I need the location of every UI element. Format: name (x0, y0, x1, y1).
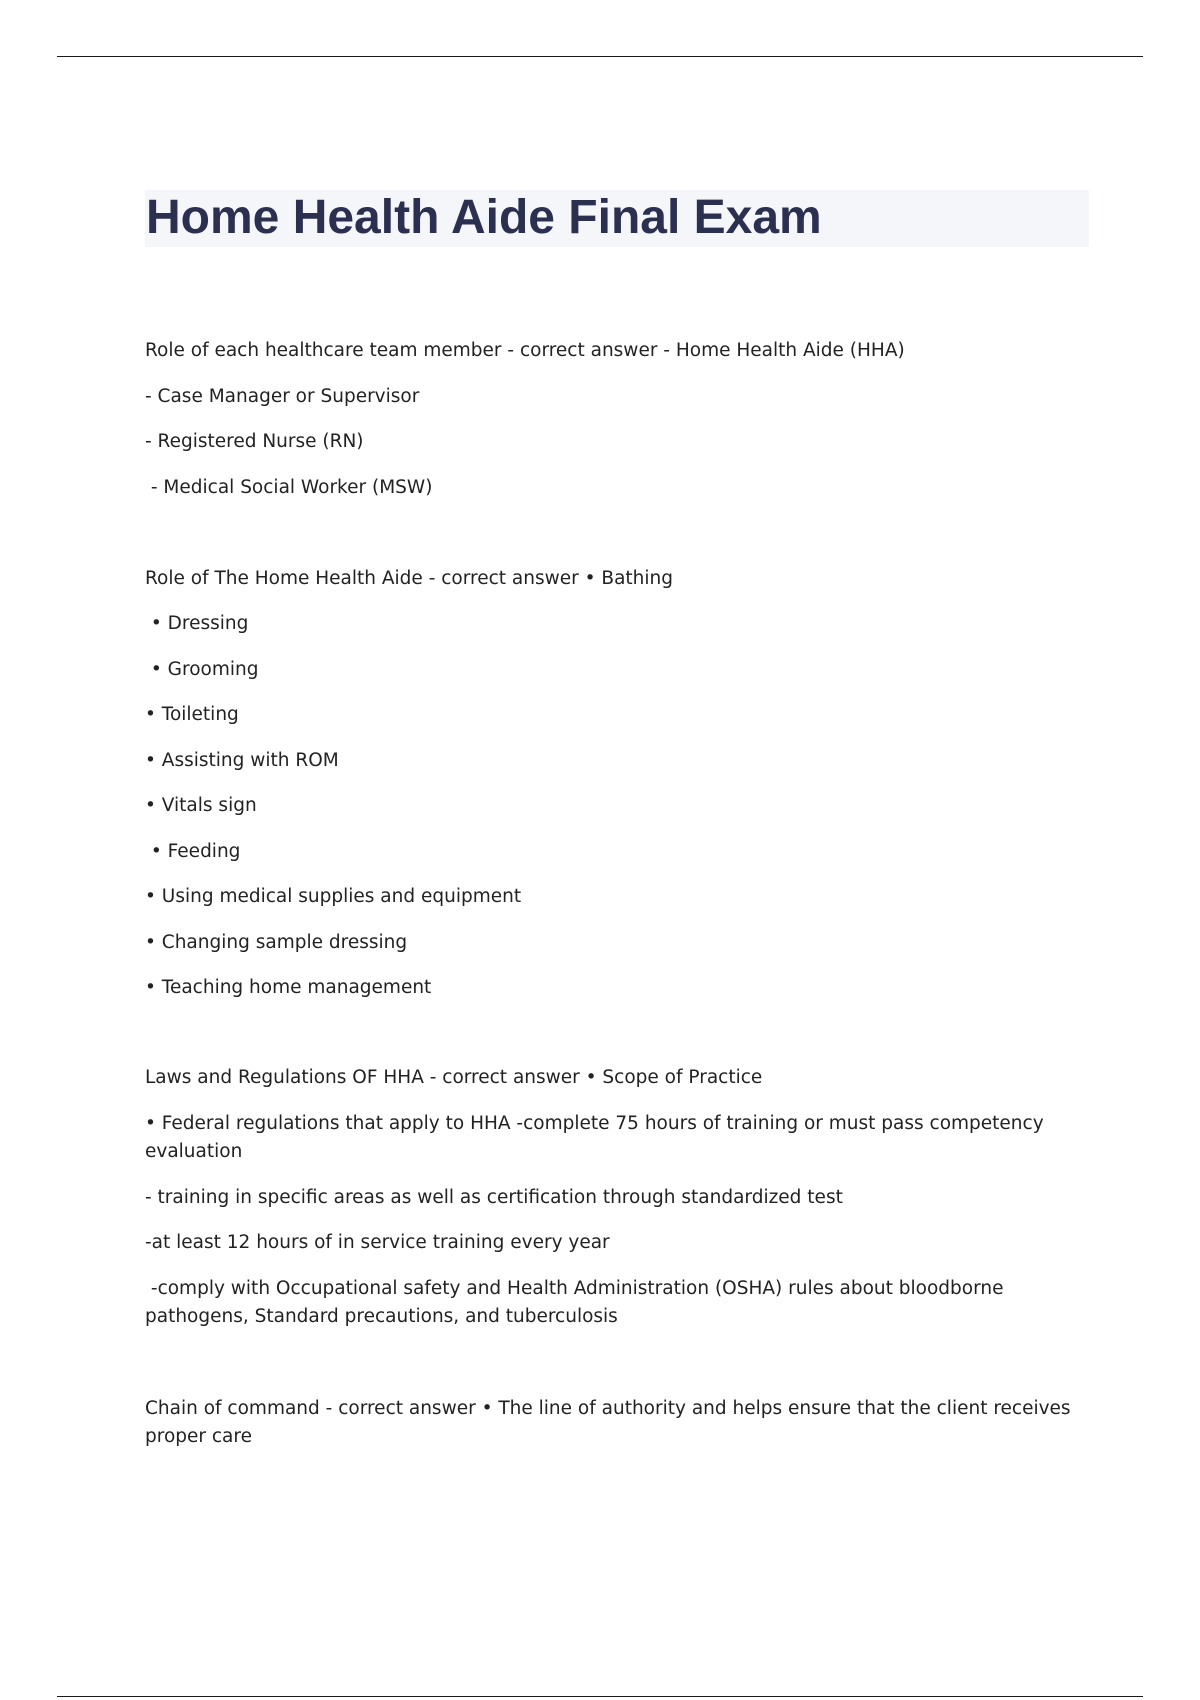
answer-line: - Medical Social Worker (MSW) (145, 477, 433, 498)
answer-line: • Using medical supplies and equipment (145, 886, 522, 907)
answer-line: -comply with Occupational safety and Health Administration (OSHA) rules about bloodborne pathogens, Standard precautions, and tuberculosis (145, 1278, 1010, 1327)
answer-line: • Feeding (145, 841, 241, 862)
page-top-rule (57, 56, 1143, 57)
answer-line: • Toileting (145, 704, 239, 725)
answer-line: - Case Manager or Supervisor (145, 386, 420, 407)
answer-line: • Teaching home management (145, 977, 432, 998)
question-line: Chain of command - correct answer • The line of authority and helps ensure that the client receives proper care (145, 1398, 1077, 1447)
answer-line: • Vitals sign (145, 795, 257, 816)
answer-line: • Changing sample dressing (145, 932, 408, 953)
question-line: Laws and Regulations OF HHA - correct answer • Scope of Practice (145, 1067, 763, 1088)
page-bottom-rule (57, 1696, 1143, 1697)
page-title: Home Health Aide Final Exam (146, 191, 822, 244)
answer-line: • Federal regulations that apply to HHA -complete 75 hours of training or must pass competency evaluation (145, 1113, 1050, 1162)
answer-line: -at least 12 hours of in service training every year (145, 1232, 610, 1253)
answer-line: • Dressing (145, 613, 249, 634)
answer-line: - training in specific areas as well as certification through standardized test (145, 1187, 843, 1208)
answer-line: - Registered Nurse (RN) (145, 431, 364, 452)
answer-line: • Assisting with ROM (145, 750, 339, 771)
question-line: Role of each healthcare team member - correct answer - Home Health Aide (HHA) (145, 340, 905, 361)
answer-line: • Grooming (145, 659, 259, 680)
question-line: Role of The Home Health Aide - correct answer • Bathing (145, 568, 674, 589)
